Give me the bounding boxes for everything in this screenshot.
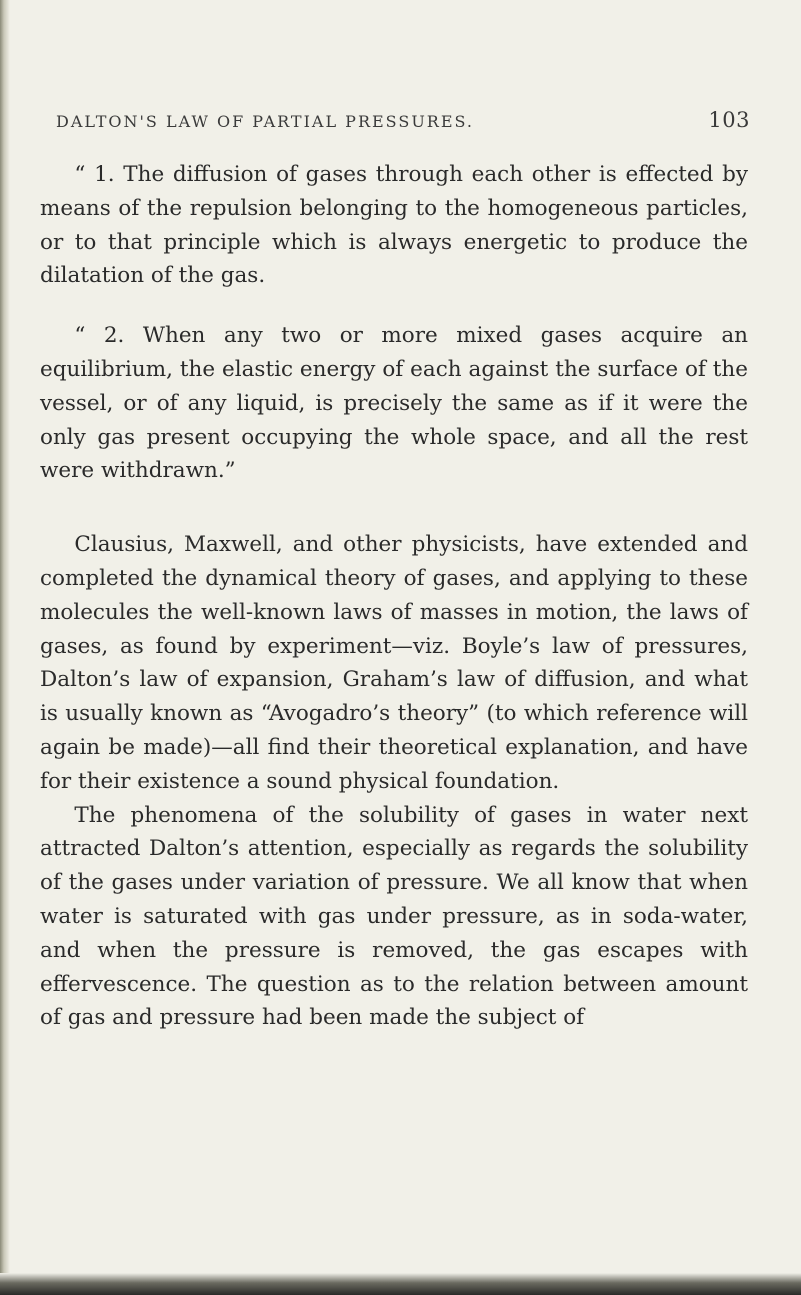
- page-binding-shadow: [0, 0, 10, 1295]
- paragraph-clausius: Clausius, Maxwell, and other physicists, have extended and completed the dynamical theory of gases, and applying to these molecules the well-known laws of masses in motion, the laws of gases, as found by experiment—viz. Boyle’s law of pressures, Dalton’s law of expansion, Graham’s law of diffusion, and what is usually known as “Avogadro’s theory” (to which reference will again be made)—all find their theoretical explanation, and have for their existence a sound physical foundation.: [40, 532, 748, 794]
- body-text: [40, 158, 748, 1035]
- paragraph-quote-1: “ 1. The diffusion of gases through each other is effected by means of the repulsion belonging to the homogeneous particles, or to that principle which is always energetic to produce the dilatation of the gas.: [40, 162, 748, 289]
- page-number: 103: [708, 108, 750, 132]
- page-bottom-shadow: [0, 1273, 801, 1295]
- running-title: DALTON'S LAW OF PARTIAL PRESSURES.: [56, 112, 474, 131]
- paragraph-quote-2: “ 2. When any two or more mixed gases acquire an equilibrium, the elastic energy of each against the surface of the vessel, or of any liquid, is precisely the same as if it were the only gas present occupying the whole space, and all the rest were withdrawn.”: [40, 323, 748, 484]
- running-header: [56, 108, 750, 132]
- paragraph-solubility: The phenomena of the solubility of gases in water next attracted Dalton’s attention, especially as regards the solubility of the gases under variation of pressure. We all know that when water is saturated with gas under pressure, as in soda-water, and when the pressure is removed, the gas escapes with effervescence. The question as to the relation between amount of gas and pressure had been made the subject of: [40, 802, 748, 1031]
